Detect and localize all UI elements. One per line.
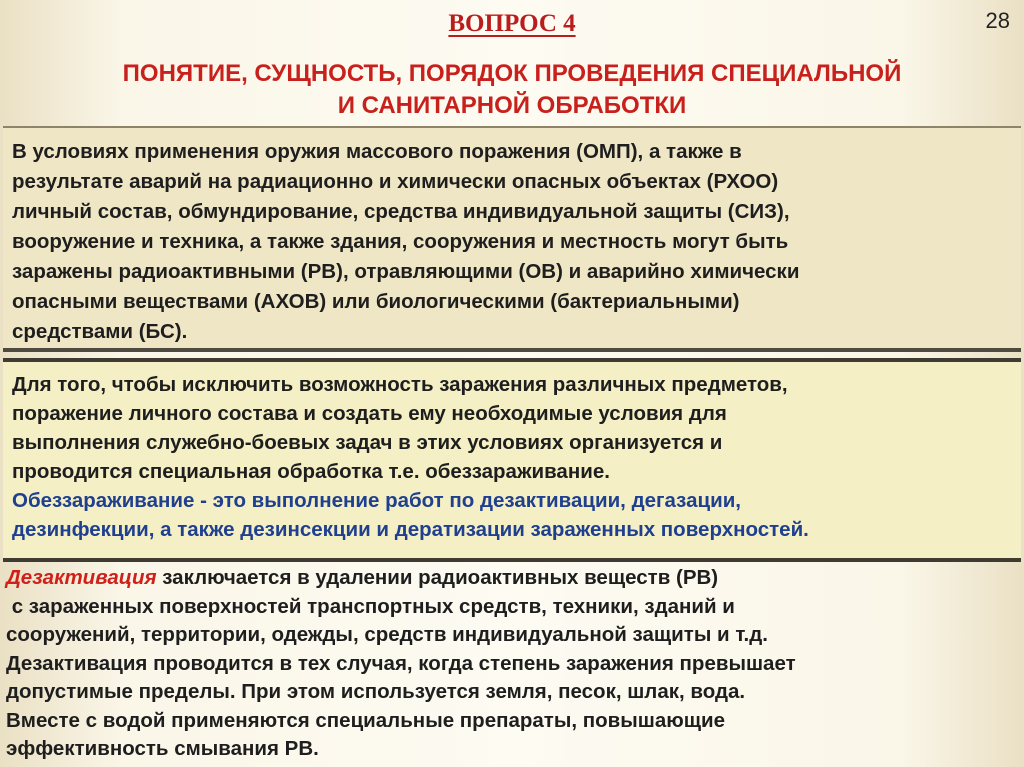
intro-line: В условиях применения оружия массового поражения (ОМП), а также в: [12, 140, 742, 163]
deactivation-term: Дезактивация: [6, 566, 157, 589]
deactivation-first-line-rest: заключается в удалении радиоактивных веществ (РВ): [156, 566, 719, 589]
slide-title-line-1: ПОНЯТИЕ, СУЩНОСТЬ, ПОРЯДОК ПРОВЕДЕНИЯ СПЕЦИАЛЬНОЙ: [122, 60, 902, 87]
intro-line: заражены радиоактивными (РВ), отравляющими (ОВ) и аварийно химически: [12, 260, 800, 283]
intro-text-block: [3, 126, 1021, 352]
definition-line: Обеззараживание - это выполнение работ по дезактивации, дегазации,: [12, 489, 742, 512]
intro-line: вооружение и техника, а также здания, сооружения и местность могут быть: [12, 230, 789, 253]
purpose-line: проводится специальная обработка т.е. обеззараживание.: [12, 460, 610, 483]
deactivation-line: сооружений, территории, одежды, средств индивидуальной защиты и т.д.: [6, 623, 768, 646]
page-number: 28: [985, 8, 1010, 33]
slide-title: [30, 58, 994, 122]
deactivation-line: эффективность смывания РВ.: [6, 737, 319, 760]
intro-line: результате аварий на радиационно и химически опасных объектах (РХОО): [12, 170, 779, 193]
intro-line: опасными веществами (АХОВ) или биологическими (бактериальными): [12, 290, 740, 313]
purpose-line: выполнения служебно-боевых задач в этих условиях организуется и: [12, 431, 723, 454]
deactivation-line: Вместе с водой применяются специальные препараты, повышающие: [6, 708, 726, 732]
deactivation-line: Дезактивация проводится в тех случая, когда степень заражения превышает: [6, 651, 796, 675]
intro-line: средствами (БС).: [12, 320, 188, 343]
deactivation-line: допустимые пределы. При этом используется земля, песок, шлак, вода.: [6, 680, 746, 703]
slide-title-line-2: И САНИТАРНОЙ ОБРАБОТКИ: [337, 92, 687, 119]
deactivation-line: с зараженных поверхностей транспортных средств, техники, зданий и: [6, 594, 735, 618]
purpose-line: поражение личного состава и создать ему необходимые условия для: [12, 402, 727, 425]
definition-line: дезинфекции, а также дезинсекции и дератизации зараженных поверхностей.: [12, 518, 809, 541]
deactivation-text-block: [6, 564, 1018, 764]
deactivation-first-line: [6, 564, 1018, 593]
purpose-text-block: [3, 358, 1021, 562]
question-heading: ВОПРОС 4: [448, 10, 576, 37]
purpose-line: Для того, чтобы исключить возможность заражения различных предметов,: [12, 373, 788, 396]
intro-line: личный состав, обмундирование, средства индивидуальной защиты (СИЗ),: [12, 200, 790, 223]
